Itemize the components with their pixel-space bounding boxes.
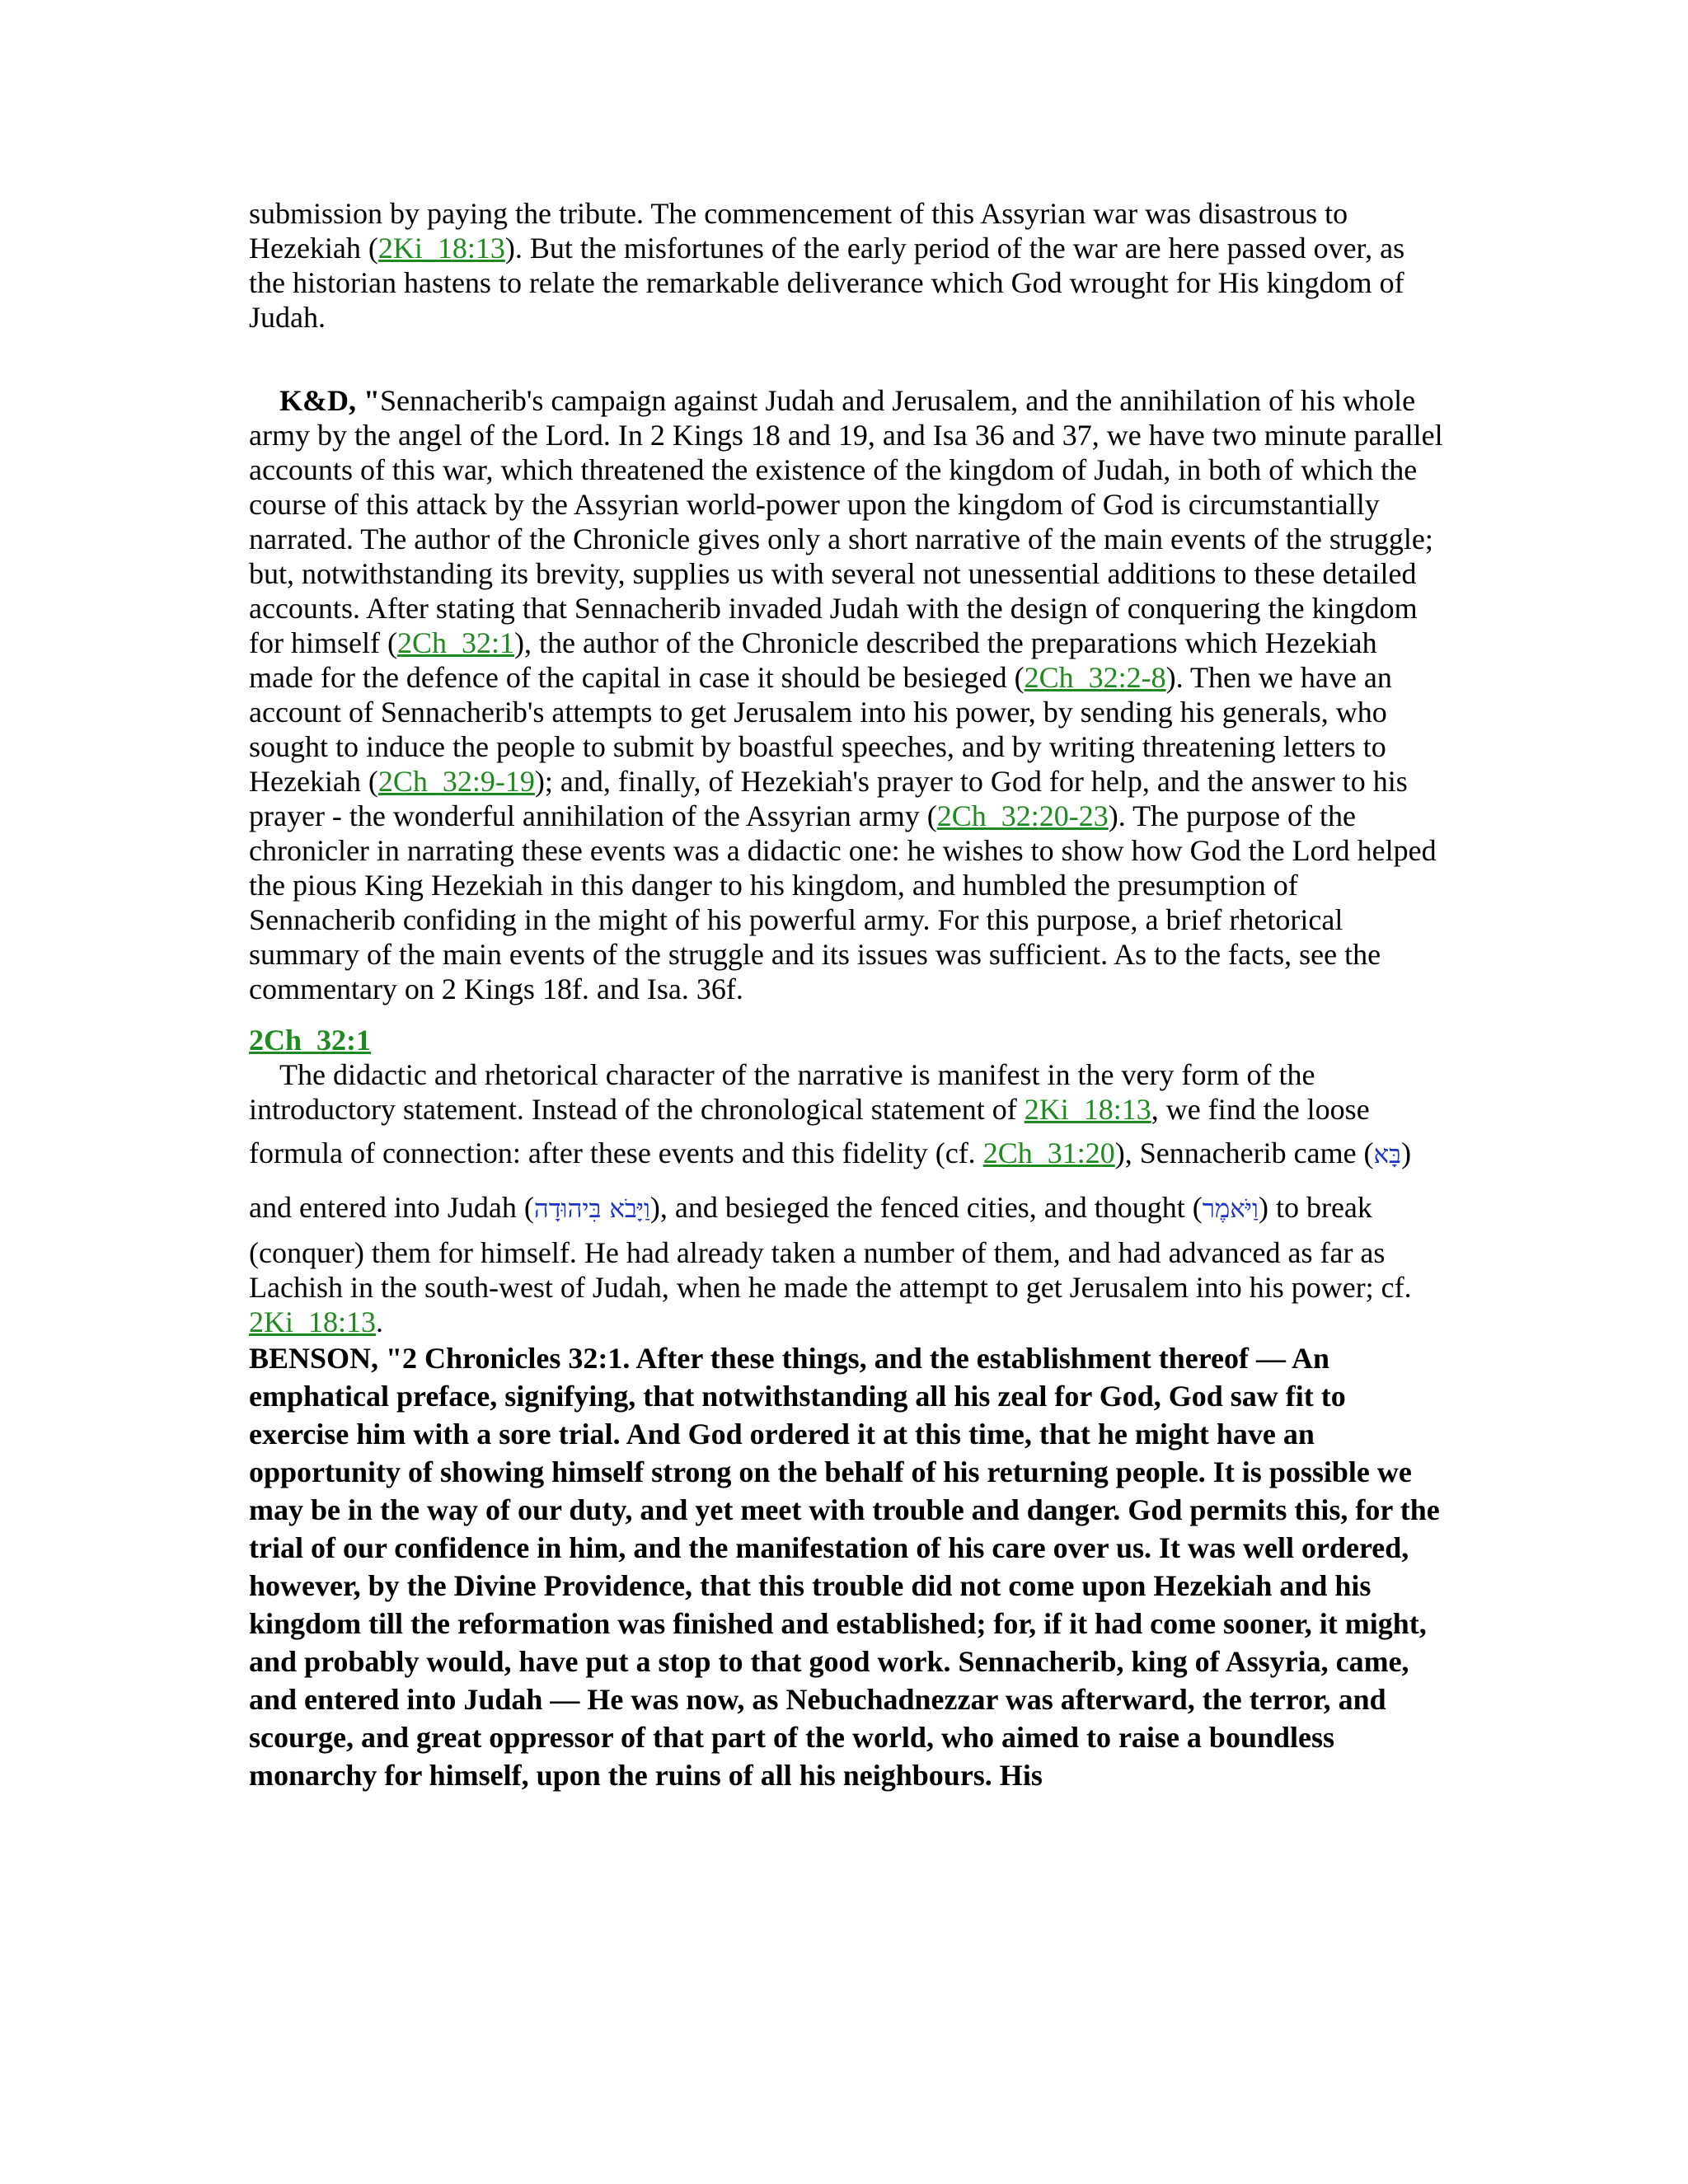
- verse-text-6: ) to break (conquer) them for himself. He had already taken a number of them, and had advanced as far as Lachish in the south-west of Judah, when he made the attempt to get Jerusalem into his power; cf.: [249, 1191, 1412, 1304]
- verse-text-2: , we find the loose formula of connection: after these events and this fidelity (cf.: [249, 1093, 1370, 1169]
- ref-link-2ki-18-13-c[interactable]: 2Ki_18:13: [249, 1305, 377, 1338]
- verse-text-3: ), Sennacherib came (: [1114, 1137, 1374, 1169]
- ref-link-2ki-18-13-b[interactable]: 2Ki_18:13: [1024, 1093, 1151, 1126]
- benson-paragraph: BENSON, "2 Chronicles 32:1. After these things, and the establishment thereof — An emphatical preface, signifying, that notwithstanding all his zeal for God, God saw fit to exercise him with a sore trial. And God ordered it at this time, that he might have an opportunity of showing himself strong on the behalf of his returning people. It is possible we may be in the way of our duty, and yet meet with trouble and danger. God permits this, for the trial of our confidence in him, and the manifestation of his care over us. It was well ordered, however, by the Divine Providence, that this trouble did not come upon Hezekiah and his kingdom till the reformation was finished and established; for, if it had come sooner, it might, and probably would, have put a stop to that good work. Sennacherib, king of Assyria, came, and entered into Judah — He was now, as Nebuchadnezzar was afterward, the terror, and scourge, and great oppressor of that part of the world, who aimed to raise a boundless monarchy for himself, upon the ruins of all his neighbours. His: [249, 1342, 1440, 1792]
- hebrew-phrase-vayavo-bihudah: וַיָּבֹא בִּיהוּדָה: [533, 1194, 650, 1224]
- intro-text-1: submission by paying the tribute. The commencement of this Assyrian war was disastrous to Hezekiah (: [249, 197, 1348, 265]
- ref-link-2ch-32-20-23[interactable]: 2Ch_32:20-23: [936, 799, 1109, 832]
- intro-text-2: ). But the misfortunes of the early period of the war are here passed over, as the historian hastens to relate the remarkable deliverance which God wrought for His kingdom of Judah.: [249, 232, 1405, 334]
- intro-paragraph: [249, 196, 1444, 335]
- ref-link-2ch-32-9-19[interactable]: 2Ch_32:9-19: [377, 765, 535, 798]
- kd-label: K&D, ": [279, 384, 380, 417]
- kd-text-1: Sennacherib's campaign against Judah and Jerusalem, and the annihilation of his whole army by the angel of the Lord. In 2 Kings 18 and 19, and Isa 36 and 37, we have two minute parallel accounts of this war, which threatened the existence of the kingdom of Judah, in both of which the course of this attack by the Assyrian world-power upon the kingdom of God is circumstantially narrated. The author of the Chronicle gives only a short narrative of the main events of the struggle; but, notwithstanding its brevity, supplies us with several not unessential additions to these detailed accounts. After stating that Sennacherib invaded Judah with the design of conquering the kingdom for himself (: [249, 384, 1443, 659]
- kd-text-5: ). The purpose of the chronicler in narrating these events was a didactic one: he wishes to show how God the Lord helped the pious King Hezekiah in this danger to his kingdom, and humbled the presumption of Sennacherib confiding in the might of his powerful army. For this purpose, a brief rhetorical summary of the main events of the struggle and its issues was sufficient. As to the facts, see the commentary on 2 Kings 18f. and Isa. 36f.: [249, 799, 1437, 1005]
- verse-text-5: ), and besieged the fenced cities, and thought (: [649, 1191, 1203, 1224]
- verse-paragraph: [249, 1057, 1444, 1339]
- ref-link-2ch-32-2-8[interactable]: 2Ch_32:2-8: [1024, 661, 1166, 694]
- hebrew-word-vayomer: וַיֹּאמֶר: [1202, 1194, 1259, 1224]
- verse-text-7: .: [376, 1305, 384, 1338]
- kd-text-2: ), the author of the Chronicle described the preparations which Hezekiah made for the defence of the capital in case it should be besieged (: [249, 626, 1377, 694]
- hebrew-word-ba: בָּא: [1373, 1140, 1402, 1169]
- kd-text-4: ); and, finally, of Hezekiah's prayer to God for help, and the answer to his prayer - the wonderful annihilation of the Assyrian army (: [249, 765, 1408, 832]
- verse-text-1: The didactic and rhetorical character of the narrative is manifest in the very form of the introductory statement. Instead of the chronological statement of: [249, 1058, 1315, 1126]
- kd-text-3: ). Then we have an account of Sennacherib's attempts to get Jerusalem into his power, by sending his generals, who sought to induce the people to submit by boastful speeches, and by writing threatening letters to Hezekiah (: [249, 661, 1392, 798]
- verse-text-4: ) and entered into Judah (: [249, 1137, 1412, 1224]
- verse-heading: [249, 1023, 1444, 1057]
- verse-heading-link[interactable]: 2Ch_32:1: [249, 1024, 372, 1057]
- ref-link-2ch-31-20[interactable]: 2Ch_31:20: [982, 1137, 1115, 1169]
- kd-paragraph: [249, 383, 1444, 1006]
- ref-link-2ki-18-13[interactable]: 2Ki_18:13: [377, 232, 505, 265]
- document-page: [249, 196, 1444, 1794]
- ref-link-2ch-32-1[interactable]: 2Ch_32:1: [396, 626, 514, 659]
